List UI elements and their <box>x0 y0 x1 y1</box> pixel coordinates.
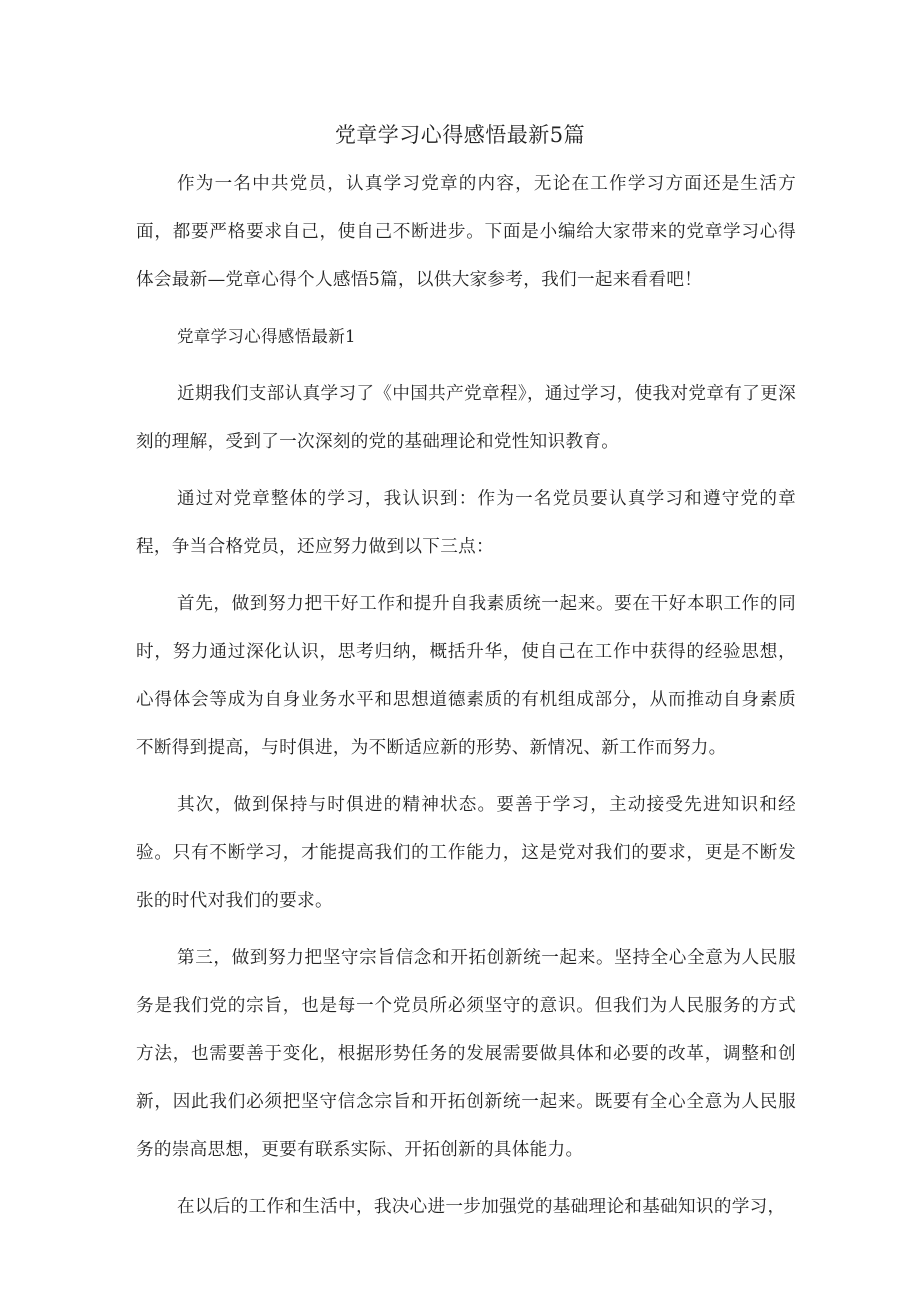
paragraph-study-charter: 近期我们支部认真学习了《中国共产党章程》，通过学习，使我对党章有了更深刻的理解，受到了一次深刻的党的基础理论和党性知识教育。 <box>136 384 796 452</box>
section-heading-1: 党章学习心得感悟最新1 <box>177 327 356 346</box>
paragraph-first-point: 首先，做到努力把干好工作和提升自我素质统一起来。要在干好本职工作的同时，努力通过深化认识，思考归纳，概括升华，使自己在工作中获得的经验思想，心得体会等成为自身业务水平和思想道德素质的有机组成部分，从而推动自身素质不断得到提高，与时俱进，为不断适应新的形势、新情况、新工作而努力。 <box>136 594 796 758</box>
paragraph-future-resolve: 在以后的工作和生活中，我决心进一步加强党的基础理论和基础知识的学习， <box>177 1197 786 1217</box>
document-body <box>136 160 796 1240</box>
paragraph-three-points: 通过对党章整体的学习，我认识到：作为一名党员要认真学习和遵守党的章程，争当合格党员，还应努力做到以下三点： <box>136 489 796 557</box>
paragraph-second-point: 其次，做到保持与时俱进的精神状态。要善于学习，主动接受先进知识和经验。只有不断学习，才能提高我们的工作能力，这是党对我们的要求，更是不断发张的时代对我们的要求。 <box>136 795 796 911</box>
document-title: 党章学习心得感悟最新5篇 <box>334 123 586 147</box>
paragraph-third-point: 第三，做到努力把坚守宗旨信念和开拓创新统一起来。坚持全心全意为人民服务是我们党的宗旨，也是每一个党员所必须坚守的意识。但我们为人民服务的方式方法，也需要善于变化，根据形势任务的发展需要做具体和必要的改革，调整和创新，因此我们必须把坚守信念宗旨和开拓创新统一起来。既要有全心全意为人民服务的崇高思想，更要有联系实际、开拓创新的具体能力。 <box>136 948 796 1160</box>
intro-paragraph: 作为一名中共党员，认真学习党章的内容，无论在工作学习方面还是生活方面，都要严格要求自己，使自己不断进步。下面是小编给大家带来的党章学习心得体会最新—党章心得个人感悟5篇，以供大家参考，我们一起来看看吧！ <box>136 174 796 290</box>
